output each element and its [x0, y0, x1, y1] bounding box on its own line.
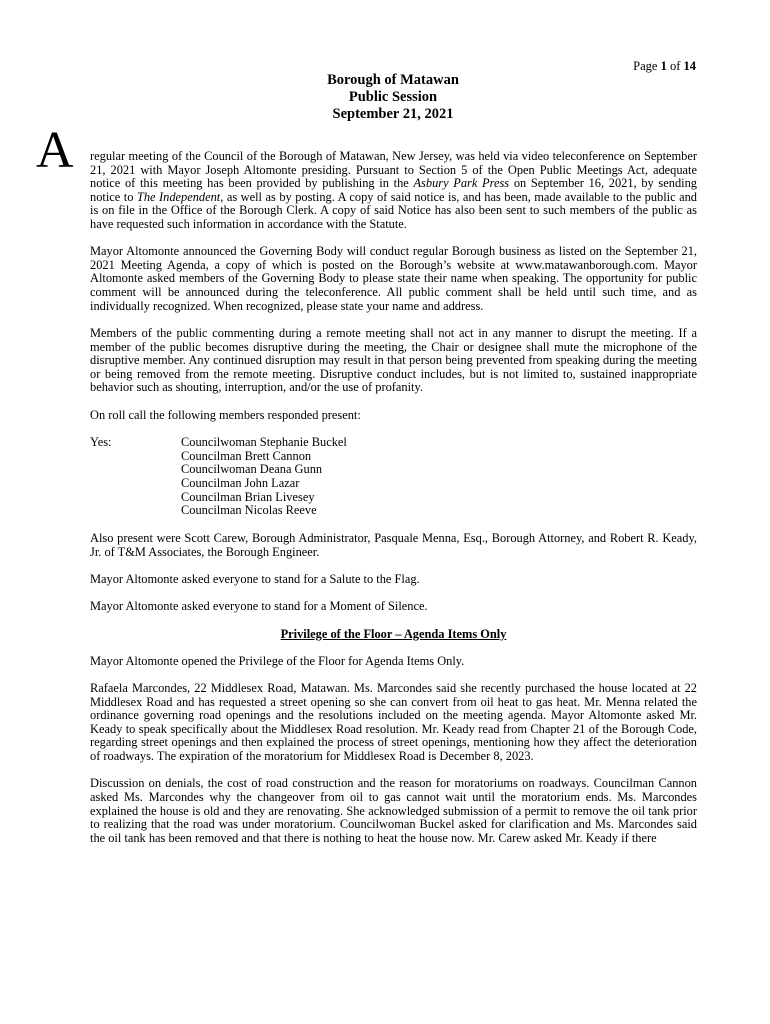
member-name: Councilwoman Stephanie Buckel: [181, 434, 347, 449]
para1-newspaper-1: Asbury Park Press: [413, 176, 510, 191]
para1-text-e: , as well as by posting. A copy of said notice is, and has been, made available to the public and is on file in the Office of the Borough Clerk. A copy of said Notice has also been sent to such members of the public as have requested such information in accordance with the Statute.: [90, 189, 697, 231]
paragraph-moment-silence: Mayor Altomonte asked everyone to stand for a Moment of Silence.: [90, 599, 428, 614]
member-name: Councilman John Lazar: [181, 475, 300, 490]
roll-call-list: [90, 436, 697, 518]
paragraph-public-conduct: Members of the public commenting during a remote meeting shall not act in any manner to disrupt the meeting. If a member of the public becomes disruptive during the meeting, the Chair or designee shall mute the microphone of the disruptive member. Any continued disruption may result in that person being prevented from speaking during the meeting or being removed from the remote meeting. Disruptive conduct includes, but is not limited to, sustained inappropriate behavior such as shouting, interruption, and/or the use of profanity.: [90, 325, 697, 395]
page-total: 14: [683, 59, 696, 73]
page-of: of: [669, 59, 681, 73]
title-line-1: Borough of Matawan: [327, 72, 459, 88]
paragraph-discussion: Discussion on denials, the cost of road construction and the reason for moratoriums on roadways. Councilman Cannon asked Ms. Marcondes why the changeover from oil to gas cannot wait until the moratorium ends. Ms. Marcondes explained the house is old and they are renovating. She acknowledged submission of a permit to remove the oil tank prior to realizing that the road was under moratorium. Councilwoman Buckel asked for clarification and Ms. Marcondes said the oil tank has been removed and that there is nothing to heat the house now. Mr. Carew asked Mr. Keady if there: [90, 776, 697, 845]
paragraph-privilege-open: Mayor Altomonte opened the Privilege of the Floor for Agenda Items Only.: [90, 653, 465, 668]
para1-text-a: regular meeting of the Council of the Borough of Matawan, New Jersey, was held via video teleconference on September 21, 2021 with Mayor Joseph Altomonte presiding. Pursuant to Section 5 of the Open Public Meetings Act, adequate notice of this meeting has been provided by publishing in the: [90, 149, 697, 191]
document-title: [0, 72, 770, 123]
member-name: Councilman Brett Cannon: [181, 448, 312, 463]
page-label: Page: [633, 59, 658, 73]
drop-cap: A: [36, 122, 74, 179]
paragraph-also-present: Also present were Scott Carew, Borough Administrator, Pasquale Menna, Esq., Borough Attorney, and Robert R. Keady, Jr. of T&M Associates, the Borough Engineer.: [90, 531, 697, 559]
para1-newspaper-2: The Independent: [136, 189, 221, 204]
document-body: [90, 150, 697, 859]
title-line-3: September 21, 2021: [332, 106, 454, 122]
section-heading: Privilege of the Floor – Agenda Items Only: [280, 626, 507, 641]
page-current: 1: [660, 59, 667, 73]
paragraph-marcondes: Rafaela Marcondes, 22 Middlesex Road, Matawan. Ms. Marcondes said she recently purchased the house located at 22 Middlesex Road and has requested a street opening so she can convert from oil heat to gas heat. Mr. Menna related the ordinance governing road openings and the resolutions included on the meeting agenda. Mayor Altomonte asked Mr. Keady to speak specifically about the Middlesex Road resolution. Mr. Keady read from Chapter 21 of the Borough Code, regarding street openings and then explained the process of street openings, mentioning how they affect the deterioration of roadways. The expiration of the moratorium for Middlesex Road is December 8, 2023.: [90, 681, 697, 764]
member-name: Councilman Brian Livesey: [181, 489, 315, 504]
paragraph-opening: [90, 150, 697, 232]
member-name: Councilwoman Deana Gunn: [181, 462, 323, 477]
paragraph-flag-salute: Mayor Altomonte asked everyone to stand for a Salute to the Flag.: [90, 571, 420, 586]
paragraph-roll-call: On roll call the following members responded present:: [90, 407, 361, 422]
title-line-2: Public Session: [348, 89, 438, 105]
paragraph-agenda: Mayor Altomonte announced the Governing Body will conduct regular Borough business as listed on the September 21, 2021 Meeting Agenda, a copy of which is posted on the Borough’s website at www.matawanborough.com. Mayor Altomonte asked members of the Governing Body to please state their name when speaking. The opportunity for public comment will be announced during the teleconference. All public comment shall be held until such time, and as individually recognized. When recognized, please state your name and address.: [90, 244, 697, 313]
roll-call-members: [181, 436, 347, 518]
roll-call-label: Yes:: [90, 434, 112, 449]
member-name: Councilman Nicolas Reeve: [181, 503, 317, 518]
para1-text-c: on September 16, 2021, by sending notice to: [90, 176, 697, 204]
